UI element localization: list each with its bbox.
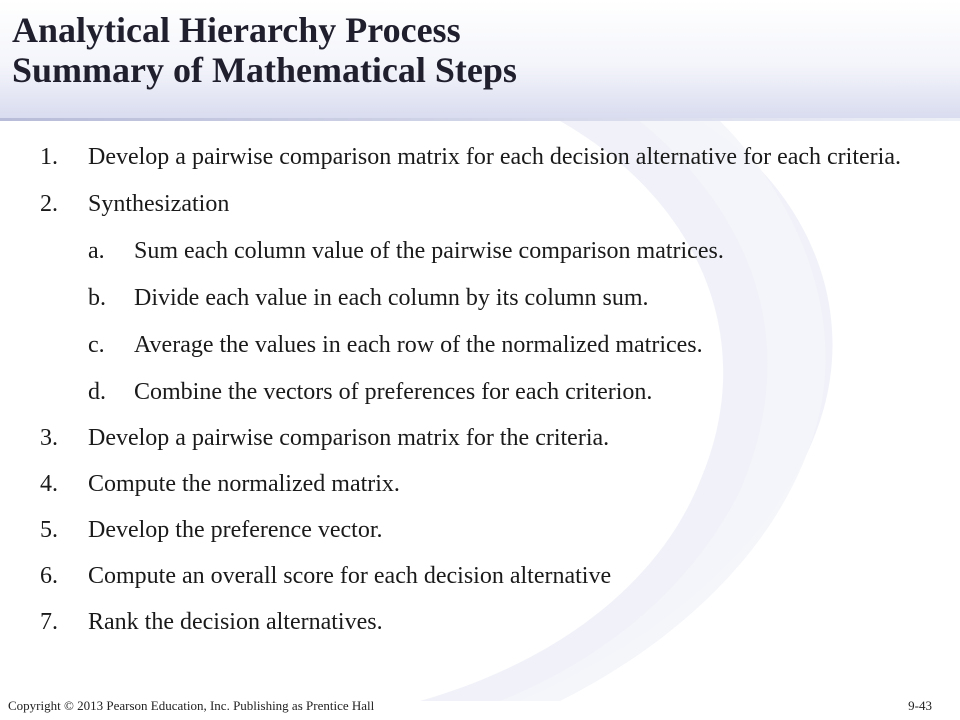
step-number: 7.: [40, 609, 58, 635]
step-text: Develop the preference vector.: [88, 517, 383, 543]
step-text: Rank the decision alternatives.: [88, 609, 383, 635]
step-1: [40, 142, 920, 172]
step-6: [40, 561, 920, 591]
substep-letter: d.: [88, 379, 106, 405]
slide-title: [12, 10, 942, 90]
step-number: 4.: [40, 471, 58, 497]
slide-number: 9-43: [908, 698, 932, 713]
substep-letter: a.: [88, 238, 105, 264]
step-5: [40, 515, 920, 545]
step-7: [40, 607, 920, 637]
step-text: Compute the normalized matrix.: [88, 471, 400, 497]
substep-a: [88, 236, 920, 266]
step-4: [40, 469, 920, 499]
substep-text: Sum each column value of the pairwise comparison matrices.: [134, 238, 724, 264]
substep-c: [88, 330, 920, 360]
step-text: Compute an overall score for each decision alternative: [88, 563, 612, 589]
step-text: Develop a pairwise comparison matrix for the criteria.: [88, 425, 610, 451]
substep-text: Average the values in each row of the normalized matrices.: [134, 332, 703, 358]
substep-d: [88, 377, 920, 407]
substep-letter: b.: [88, 285, 106, 311]
substep-letter: c.: [88, 332, 105, 358]
step-text: Develop a pairwise comparison matrix for each decision alternative for each criteria.: [88, 144, 901, 170]
step-number: 2.: [40, 191, 58, 217]
title-line-1: Analytical Hierarchy Process: [12, 10, 461, 50]
step-number: 1.: [40, 144, 58, 170]
step-number: 6.: [40, 563, 58, 589]
substep-b: [88, 283, 920, 313]
step-3: [40, 423, 920, 453]
substep-text: Combine the vectors of preferences for each criterion.: [134, 379, 653, 405]
step-number: 3.: [40, 425, 58, 451]
step-text: Synthesization: [88, 191, 230, 217]
steps-list: [40, 142, 920, 637]
copyright-footer: Copyright © 2013 Pearson Education, Inc. Publishing as Prentice Hall: [8, 698, 375, 713]
title-line-2: Summary of Mathematical Steps: [12, 50, 517, 90]
step-2: [40, 189, 920, 219]
step-number: 5.: [40, 517, 58, 543]
substep-text: Divide each value in each column by its column sum.: [134, 285, 649, 311]
